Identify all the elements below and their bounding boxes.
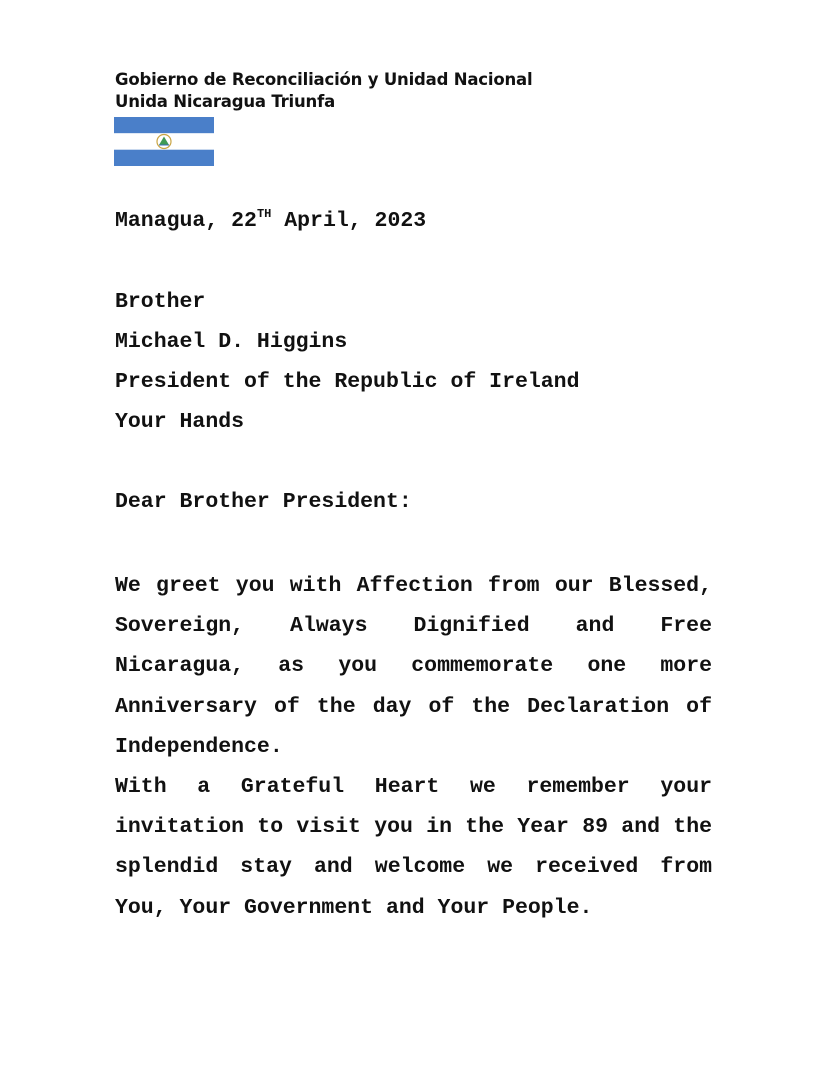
date-ordinal-suffix: TH <box>256 207 272 221</box>
letterhead-government-name: Gobierno de Reconciliación y Unidad Nacional <box>115 70 533 89</box>
letter-greeting: Dear Brother President: <box>115 490 412 514</box>
nicaragua-flag-icon <box>114 117 214 166</box>
letter-paragraph-2: With a Grateful Heart we remember your invitation to visit you in the Year 89 and the splendid stay and welcome we received from You, Your Government and Your People. <box>115 775 712 920</box>
recipient-name: Michael D. Higgins <box>115 330 348 354</box>
recipient-position: President of the Republic of Ireland <box>115 370 580 394</box>
recipient-title: Brother <box>115 290 206 314</box>
date-month-year: April, 2023 <box>271 209 427 233</box>
letter-paragraph-1: We greet you with Affection from our Blessed, Sovereign, Always Dignified and Free Nicaragua, as you commemorate one more Anniversary of the day of the Declaration of Independence. <box>115 574 712 759</box>
letter-date <box>115 209 426 233</box>
letterhead-slogan: Unida Nicaragua Triunfa <box>115 92 336 111</box>
letterhead <box>115 69 532 113</box>
recipient-delivery: Your Hands <box>115 410 245 434</box>
date-place-day: Managua, 22 <box>115 209 257 233</box>
